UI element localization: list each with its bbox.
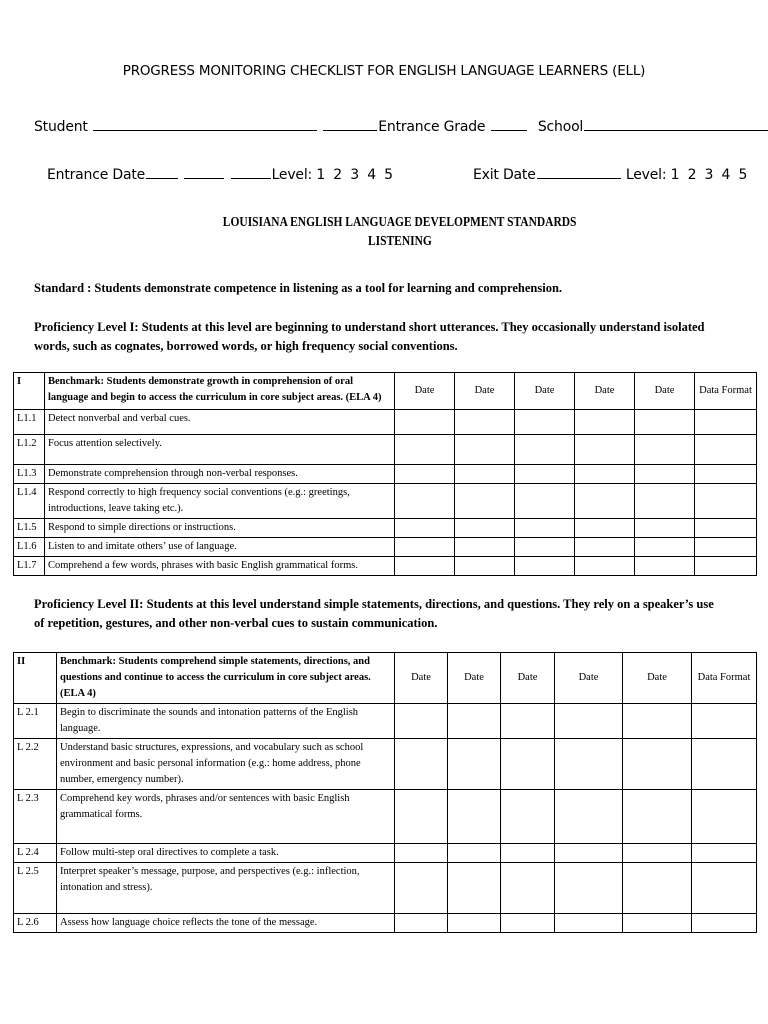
date-cell[interactable] xyxy=(395,410,455,435)
date-cell[interactable] xyxy=(395,557,455,576)
table-row xyxy=(14,790,757,844)
date-cell[interactable] xyxy=(395,465,455,484)
standard-text: Standard : Students demonstrate competence in listening as a tool for learning and comprehension. xyxy=(34,281,563,295)
date-cell[interactable] xyxy=(395,863,448,914)
level1-roman: I xyxy=(14,373,45,410)
date-cell[interactable] xyxy=(623,844,692,863)
date-header: Date xyxy=(448,653,501,704)
entrance-date-row xyxy=(47,166,393,183)
date-cell[interactable] xyxy=(635,410,695,435)
table-row xyxy=(14,844,757,863)
date-cell[interactable] xyxy=(395,844,448,863)
exit-level-label: Level: xyxy=(625,167,667,183)
date-cell[interactable] xyxy=(555,704,623,739)
date-cell[interactable] xyxy=(575,435,635,465)
exit-date-row xyxy=(473,166,747,183)
entrance-date-month-field[interactable] xyxy=(146,166,178,179)
date-header: Date xyxy=(623,653,692,704)
table-row xyxy=(14,863,757,914)
date-cell[interactable] xyxy=(575,484,635,519)
entrance-grade-label: Entrance Grade xyxy=(378,119,486,135)
date-cell[interactable] xyxy=(515,484,575,519)
row-text: Understand basic structures, expressions, and vocabulary such as school environment and basic personal information (e.g.: home address, phone number, emergency number). xyxy=(57,739,395,790)
table-row xyxy=(14,519,757,538)
date-cell[interactable] xyxy=(635,435,695,465)
standard-statement xyxy=(34,279,724,298)
row-text: Comprehend key words, phrases and/or sentences with basic English grammatical forms. xyxy=(57,790,395,844)
row-text: Comprehend a few words, phrases with basic English grammatical forms. xyxy=(45,557,395,576)
data-format-cell[interactable] xyxy=(692,844,757,863)
date-cell[interactable] xyxy=(575,538,635,557)
row-code: L1.6 xyxy=(14,538,45,557)
level2-header-row xyxy=(14,653,757,704)
row-text: Assess how language choice reflects the tone of the message. xyxy=(57,914,395,933)
row-text: Detect nonverbal and verbal cues. xyxy=(45,410,395,435)
data-format-header: Data Format xyxy=(692,653,757,704)
exit-date-label: Exit Date xyxy=(473,167,536,183)
exit-date-field[interactable] xyxy=(537,166,621,179)
data-format-cell[interactable] xyxy=(695,435,757,465)
row-code: L1.2 xyxy=(14,435,45,465)
standards-heading xyxy=(0,213,768,251)
table-row xyxy=(14,704,757,739)
date-header: Date xyxy=(501,653,555,704)
date-cell[interactable] xyxy=(575,465,635,484)
entrance-date-label: Entrance Date xyxy=(47,167,146,183)
level1-table xyxy=(13,372,757,576)
table-row xyxy=(14,484,757,519)
date-cell[interactable] xyxy=(555,844,623,863)
date-cell[interactable] xyxy=(455,484,515,519)
row-code: L1.3 xyxy=(14,465,45,484)
school-field[interactable] xyxy=(584,118,768,131)
data-format-cell[interactable] xyxy=(695,410,757,435)
date-header: Date xyxy=(515,373,575,410)
data-format-cell[interactable] xyxy=(692,863,757,914)
date-cell[interactable] xyxy=(515,519,575,538)
date-cell[interactable] xyxy=(635,538,695,557)
date-cell[interactable] xyxy=(623,914,692,933)
date-cell[interactable] xyxy=(448,914,501,933)
date-cell[interactable] xyxy=(455,538,515,557)
date-cell[interactable] xyxy=(395,704,448,739)
row-code: L 2.4 xyxy=(14,844,57,863)
entrance-level-options[interactable]: 1 2 3 4 5 xyxy=(316,167,393,183)
date-header: Date xyxy=(635,373,695,410)
date-cell[interactable] xyxy=(395,790,448,844)
page-title: PROGRESS MONITORING CHECKLIST FOR ENGLISH LANGUAGE LEARNERS (ELL) xyxy=(122,63,646,79)
date-cell[interactable] xyxy=(623,739,692,790)
exit-level-options[interactable]: 1 2 3 4 5 xyxy=(670,167,748,183)
date-cell[interactable] xyxy=(455,410,515,435)
date-cell[interactable] xyxy=(575,410,635,435)
date-header: Date xyxy=(395,653,448,704)
data-format-header: Data Format xyxy=(695,373,757,410)
date-cell[interactable] xyxy=(501,844,555,863)
level1-benchmark: Benchmark: Students demonstrate growth in comprehension of oral language and begin to access the curriculum in core subject areas. (ELA 4) xyxy=(45,373,395,410)
date-cell[interactable] xyxy=(395,519,455,538)
data-format-cell[interactable] xyxy=(695,538,757,557)
level1-header-row xyxy=(14,373,757,410)
table-row xyxy=(14,739,757,790)
date-header: Date xyxy=(395,373,455,410)
entrance-date-day-field[interactable] xyxy=(184,166,224,179)
date-header: Date xyxy=(555,653,623,704)
date-cell[interactable] xyxy=(395,435,455,465)
row-code: L 2.3 xyxy=(14,790,57,844)
data-format-cell[interactable] xyxy=(695,465,757,484)
row-code: L 2.1 xyxy=(14,704,57,739)
date-cell[interactable] xyxy=(455,519,515,538)
date-cell[interactable] xyxy=(575,557,635,576)
date-cell[interactable] xyxy=(501,863,555,914)
row-text: Respond to simple directions or instructions. xyxy=(45,519,395,538)
data-format-cell[interactable] xyxy=(692,914,757,933)
date-cell[interactable] xyxy=(635,557,695,576)
row-text: Interpret speaker’s message, purpose, and perspectives (e.g.: inflection, intonation and stress). xyxy=(57,863,395,914)
row-code: L1.1 xyxy=(14,410,45,435)
date-cell[interactable] xyxy=(623,790,692,844)
date-cell[interactable] xyxy=(448,739,501,790)
date-cell[interactable] xyxy=(501,914,555,933)
date-cell[interactable] xyxy=(455,435,515,465)
date-cell[interactable] xyxy=(635,465,695,484)
data-format-cell[interactable] xyxy=(695,519,757,538)
student-field[interactable] xyxy=(93,118,317,131)
date-cell[interactable] xyxy=(635,519,695,538)
standards-subtitle: LISTENING xyxy=(368,234,432,249)
row-text: Respond correctly to high frequency social conventions (e.g.: greetings, introductions, leave taking etc.). xyxy=(45,484,395,519)
student-label: Student xyxy=(34,119,88,135)
table-row xyxy=(14,465,757,484)
table-row xyxy=(14,557,757,576)
date-cell[interactable] xyxy=(501,790,555,844)
table-row xyxy=(14,538,757,557)
date-cell[interactable] xyxy=(515,557,575,576)
row-text: Listen to and imitate others’ use of language. xyxy=(45,538,395,557)
data-format-cell[interactable] xyxy=(692,704,757,739)
date-cell[interactable] xyxy=(515,435,575,465)
row-text: Begin to discriminate the sounds and intonation patterns of the English language. xyxy=(57,704,395,739)
row-text: Focus attention selectively. xyxy=(45,435,395,465)
level1-description: Proficiency Level I: Students at this level are beginning to understand short utterances. They occasionally understand isolated words, such as cognates, borrowed words, or high frequency social conventions. xyxy=(34,320,705,353)
date-cell[interactable] xyxy=(515,538,575,557)
row-code: L1.5 xyxy=(14,519,45,538)
level2-benchmark: Benchmark: Students comprehend simple statements, directions, and questions and continue to access the curriculum in core subject areas. (ELA 4) xyxy=(57,653,395,704)
date-cell[interactable] xyxy=(515,410,575,435)
date-cell[interactable] xyxy=(501,704,555,739)
data-format-cell[interactable] xyxy=(692,790,757,844)
date-cell[interactable] xyxy=(635,484,695,519)
table-row xyxy=(14,435,757,465)
table-row xyxy=(14,914,757,933)
date-cell[interactable] xyxy=(395,739,448,790)
date-cell[interactable] xyxy=(623,863,692,914)
level2-description: Proficiency Level II: Students at this level understand simple statements, directions, and questions. They rely on a speaker’s use of repetition, gestures, and other non-verbal cues to sustain communication. xyxy=(34,597,714,630)
data-format-cell[interactable] xyxy=(695,557,757,576)
date-cell[interactable] xyxy=(555,739,623,790)
level2-table xyxy=(13,652,757,933)
date-cell[interactable] xyxy=(395,484,455,519)
date-cell[interactable] xyxy=(448,704,501,739)
school-label: School xyxy=(537,119,584,135)
row-code: L 2.6 xyxy=(14,914,57,933)
standards-title: LOUISIANA ENGLISH LANGUAGE DEVELOPMENT STANDARDS xyxy=(223,215,577,230)
date-cell[interactable] xyxy=(501,739,555,790)
row-code: L1.7 xyxy=(14,557,45,576)
student-row xyxy=(34,118,768,135)
date-cell[interactable] xyxy=(555,914,623,933)
date-header: Date xyxy=(575,373,635,410)
date-cell[interactable] xyxy=(395,538,455,557)
date-cell[interactable] xyxy=(555,790,623,844)
date-cell[interactable] xyxy=(455,557,515,576)
data-format-cell[interactable] xyxy=(692,739,757,790)
entrance-level-label: Level: xyxy=(271,167,313,183)
level2-roman: II xyxy=(14,653,57,704)
table-row xyxy=(14,410,757,435)
date-header: Date xyxy=(455,373,515,410)
date-cell[interactable] xyxy=(623,704,692,739)
student-field-extra[interactable] xyxy=(323,118,377,131)
date-cell[interactable] xyxy=(455,465,515,484)
date-cell[interactable] xyxy=(575,519,635,538)
row-code: L1.4 xyxy=(14,484,45,519)
entrance-date-year-field[interactable] xyxy=(231,166,271,179)
date-cell[interactable] xyxy=(448,844,501,863)
row-text: Demonstrate comprehension through non-verbal responses. xyxy=(45,465,395,484)
date-cell[interactable] xyxy=(555,863,623,914)
entrance-grade-field[interactable] xyxy=(491,118,527,131)
row-text: Follow multi-step oral directives to complete a task. xyxy=(57,844,395,863)
date-cell[interactable] xyxy=(395,914,448,933)
date-cell[interactable] xyxy=(448,790,501,844)
date-cell[interactable] xyxy=(448,863,501,914)
date-cell[interactable] xyxy=(515,465,575,484)
data-format-cell[interactable] xyxy=(695,484,757,519)
row-code: L 2.5 xyxy=(14,863,57,914)
row-code: L 2.2 xyxy=(14,739,57,790)
